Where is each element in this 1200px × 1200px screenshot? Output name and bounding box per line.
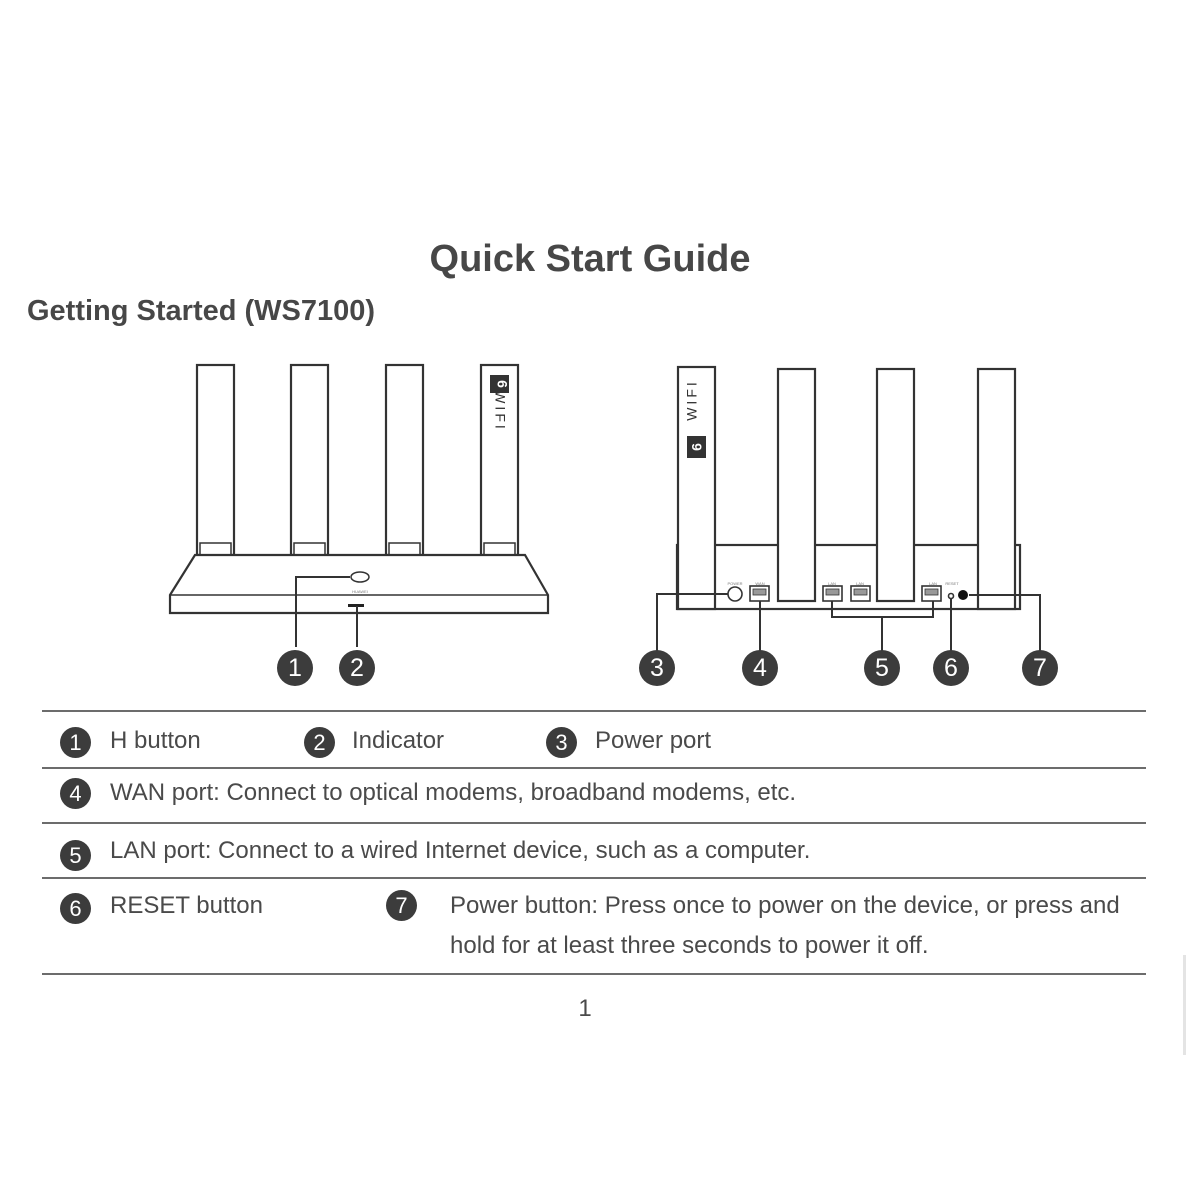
legend-badge-1: 1 bbox=[60, 727, 91, 758]
legend-badge-7: 7 bbox=[386, 890, 417, 921]
page-title: Quick Start Guide bbox=[429, 238, 751, 280]
legend-text-wan-port: WAN port: Connect to optical modems, broadband modems, etc. bbox=[110, 779, 797, 806]
router-front-drawing bbox=[160, 355, 560, 695]
legend-badge-3: 3 bbox=[546, 727, 577, 758]
callout-6: 6 bbox=[933, 650, 969, 686]
huawei-label: HUAWEI bbox=[352, 589, 368, 594]
antenna-2 bbox=[291, 365, 328, 555]
page-number: 1 bbox=[578, 995, 592, 1022]
callout-1: 1 bbox=[277, 650, 313, 686]
back-antenna-3 bbox=[877, 369, 914, 601]
legend-text-lan-port: LAN port: Connect to a wired Internet device, such as a computer. bbox=[110, 837, 811, 864]
back-antenna-2 bbox=[778, 369, 815, 601]
power-button-shape bbox=[958, 590, 968, 600]
router-back-drawing bbox=[620, 355, 1070, 695]
reset-hole-shape bbox=[949, 594, 954, 599]
legend-text-power-button: Power button: Press once to power on the device, or press and hold for at least three seconds to power it off. bbox=[450, 892, 1120, 959]
callout-4: 4 bbox=[742, 650, 778, 686]
legend-badge-6: 6 bbox=[60, 893, 91, 924]
callout-7: 7 bbox=[1022, 650, 1058, 686]
back-antenna-4 bbox=[978, 369, 1015, 609]
label-wan: WAN bbox=[755, 581, 765, 586]
callout-2: 2 bbox=[339, 650, 375, 686]
legend-text-power-port: Power port bbox=[595, 727, 712, 754]
antenna-3 bbox=[386, 365, 423, 555]
label-lan-3: LAN bbox=[929, 581, 937, 586]
label-power: POWER bbox=[727, 581, 743, 586]
legend-rule bbox=[42, 822, 1146, 824]
wifi6-logo-number: 6 bbox=[494, 380, 511, 388]
legend-rule bbox=[42, 710, 1146, 712]
legend-badge-5: 5 bbox=[60, 840, 91, 871]
legend-rule bbox=[42, 973, 1146, 975]
legend-text-indicator: Indicator bbox=[352, 727, 445, 754]
router-front-illustration bbox=[160, 355, 560, 695]
page-edge-mark bbox=[1183, 955, 1186, 1055]
legend-badge-2: 2 bbox=[304, 727, 335, 758]
back-wifi6-logo-number: 6 bbox=[688, 443, 705, 451]
section-subtitle: Getting Started (WS7100) bbox=[27, 295, 376, 327]
antenna-1 bbox=[197, 365, 234, 555]
label-lan-1: LAN bbox=[828, 581, 836, 586]
legend-rule bbox=[42, 877, 1146, 879]
router-back-body bbox=[677, 545, 1020, 609]
callout-3: 3 bbox=[639, 650, 675, 686]
back-wifi-logo-text: WIFI bbox=[683, 379, 700, 421]
label-lan-2: LAN bbox=[856, 581, 864, 586]
legend-badge-4: 4 bbox=[60, 778, 91, 809]
legend-text-reset-button: RESET button bbox=[110, 892, 263, 919]
h-button-shape bbox=[351, 572, 369, 582]
legend-text-h-button: H button bbox=[110, 727, 201, 754]
wifi-logo-text: WIFI bbox=[492, 390, 509, 432]
callout-5: 5 bbox=[864, 650, 900, 686]
label-reset: RESET bbox=[945, 581, 959, 586]
legend-rule bbox=[42, 767, 1146, 769]
power-port-shape bbox=[728, 587, 742, 601]
router-back-illustration bbox=[620, 355, 1070, 695]
